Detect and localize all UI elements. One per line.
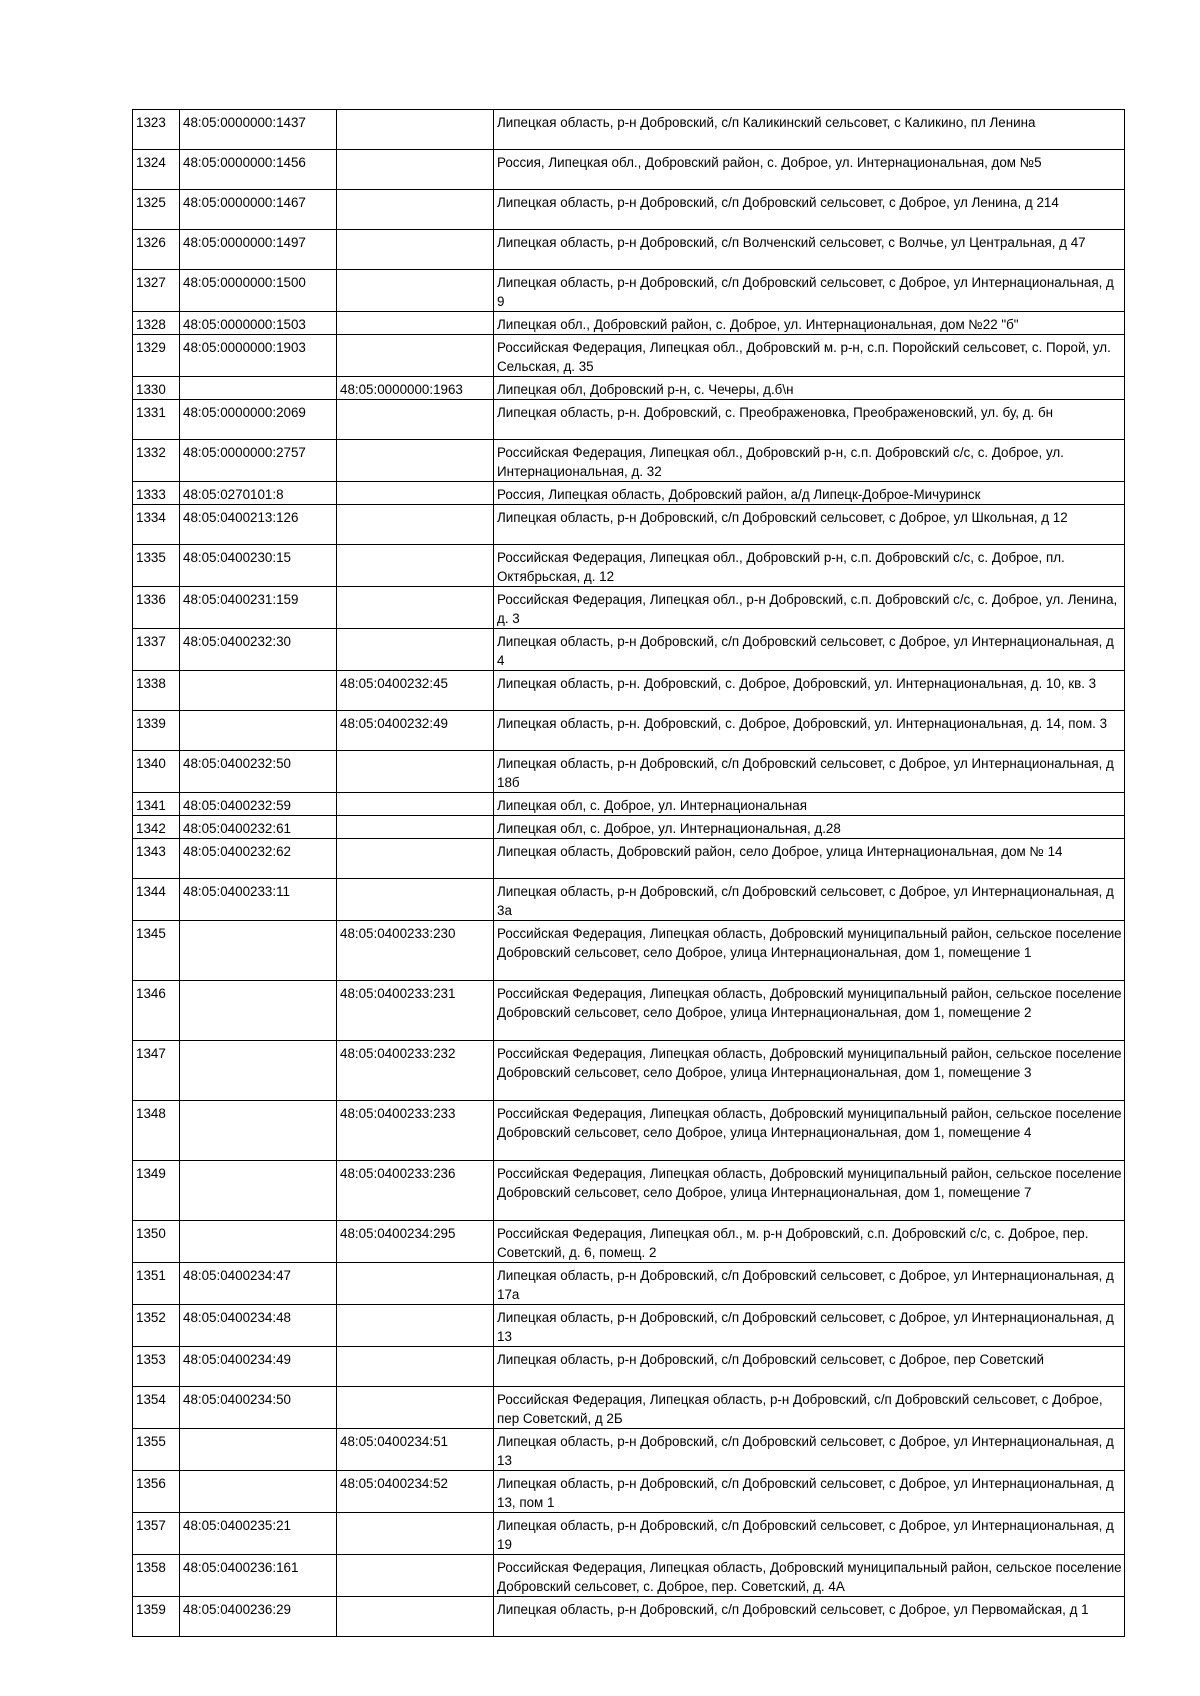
cadastral-number-cell: 48:05:0400232:59 <box>180 793 337 816</box>
address-cell: Липецкая область, р-н Добровский, с/п Добровский сельсовет, с Доброе, ул Интернациональная, д 17а <box>494 1263 1125 1305</box>
row-number-cell: 1332 <box>133 440 180 482</box>
table-row <box>133 440 1125 482</box>
row-number-cell: 1347 <box>133 1041 180 1101</box>
row-number-cell: 1348 <box>133 1101 180 1161</box>
cadastral-number-cell: 48:05:0400232:61 <box>180 816 337 839</box>
table-row <box>133 1041 1125 1101</box>
related-cadastral-number-cell: 48:05:0400233:232 <box>337 1041 494 1101</box>
cadastral-number-cell: 48:05:0400231:159 <box>180 587 337 629</box>
table-row <box>133 110 1125 150</box>
cadastral-number-cell: 48:05:0400234:47 <box>180 1263 337 1305</box>
address-cell: Российская Федерация, Липецкая область, Добровский муниципальный район, сельское поселение Добровский сельсовет, село Доброе, улица Интернациональная, дом 1, помещение 7 <box>494 1161 1125 1221</box>
related-cadastral-number-cell <box>337 150 494 190</box>
address-cell: Российская Федерация, Липецкая обл., Добровский м. р-н, с.п. Поройский сельсовет, с. Порой, ул. Сельская, д. 35 <box>494 335 1125 377</box>
table-row <box>133 335 1125 377</box>
related-cadastral-number-cell <box>337 629 494 671</box>
related-cadastral-number-cell: 48:05:0400234:51 <box>337 1429 494 1471</box>
row-number-cell: 1355 <box>133 1429 180 1471</box>
address-cell: Российская Федерация, Липецкая область, Добровский муниципальный район, сельское поселение Добровский сельсовет, село Доброе, улица Интернациональная, дом 1, помещение 4 <box>494 1101 1125 1161</box>
cadastral-number-cell <box>180 1161 337 1221</box>
cadastral-number-cell: 48:05:0400232:30 <box>180 629 337 671</box>
address-cell: Российская Федерация, Липецкая обл., р-н Добровский, с.п. Добровский с/с, с. Доброе, ул. Ленина, д. 3 <box>494 587 1125 629</box>
row-number-cell: 1329 <box>133 335 180 377</box>
cadastral-number-cell <box>180 981 337 1041</box>
table-row <box>133 793 1125 816</box>
table-row <box>133 816 1125 839</box>
table-row <box>133 587 1125 629</box>
table-row <box>133 671 1125 711</box>
row-number-cell: 1333 <box>133 482 180 505</box>
row-number-cell: 1327 <box>133 270 180 312</box>
row-number-cell: 1338 <box>133 671 180 711</box>
related-cadastral-number-cell <box>337 1597 494 1637</box>
table-row <box>133 981 1125 1041</box>
table-row <box>133 879 1125 921</box>
related-cadastral-number-cell <box>337 230 494 270</box>
address-cell: Липецкая область, р-н Добровский, с/п Волченский сельсовет, с Волчье, ул Центральная, д 47 <box>494 230 1125 270</box>
table-row <box>133 312 1125 335</box>
row-number-cell: 1331 <box>133 400 180 440</box>
registry-table <box>132 109 1125 1637</box>
row-number-cell: 1353 <box>133 1347 180 1387</box>
table-row <box>133 230 1125 270</box>
row-number-cell: 1344 <box>133 879 180 921</box>
related-cadastral-number-cell <box>337 879 494 921</box>
cadastral-number-cell: 48:05:0000000:1500 <box>180 270 337 312</box>
cadastral-number-cell: 48:05:0400232:50 <box>180 751 337 793</box>
table-row <box>133 1555 1125 1597</box>
address-cell: Российская Федерация, Липецкая область, р-н Добровский, с/п Добровский сельсовет, с Доброе, пер Советский, д 2Б <box>494 1387 1125 1429</box>
cadastral-number-cell: 48:05:0000000:1437 <box>180 110 337 150</box>
table-row <box>133 150 1125 190</box>
address-cell: Липецкая область, р-н. Добровский, с. Доброе, Добровский, ул. Интернациональная, д. 10, кв. 3 <box>494 671 1125 711</box>
table-row <box>133 1221 1125 1263</box>
cadastral-number-cell <box>180 711 337 751</box>
row-number-cell: 1339 <box>133 711 180 751</box>
address-cell: Липецкая область, р-н Добровский, с/п Добровский сельсовет, с Доброе, ул Ленина, д 214 <box>494 190 1125 230</box>
address-cell: Липецкая область, Добровский район, село Доброе, улица Интернациональная, дом № 14 <box>494 839 1125 879</box>
related-cadastral-number-cell: 48:05:0400233:233 <box>337 1101 494 1161</box>
cadastral-number-cell <box>180 377 337 400</box>
related-cadastral-number-cell: 48:05:0400234:52 <box>337 1471 494 1513</box>
address-cell: Российская Федерация, Липецкая область, Добровский муниципальный район, сельское поселение Добровский сельсовет, с. Доброе, пер. Советский, д. 4А <box>494 1555 1125 1597</box>
row-number-cell: 1345 <box>133 921 180 981</box>
related-cadastral-number-cell: 48:05:0400233:236 <box>337 1161 494 1221</box>
row-number-cell: 1325 <box>133 190 180 230</box>
address-cell: Липецкая область, р-н Добровский, с/п Добровский сельсовет, с Доброе, ул Школьная, д 12 <box>494 505 1125 545</box>
table-row <box>133 400 1125 440</box>
address-cell: Липецкая область, р-н Добровский, с/п Добровский сельсовет, с Доброе, ул Интернациональная, д 18б <box>494 751 1125 793</box>
related-cadastral-number-cell <box>337 1347 494 1387</box>
row-number-cell: 1358 <box>133 1555 180 1597</box>
address-cell: Российская Федерация, Липецкая область, Добровский муниципальный район, сельское поселение Добровский сельсовет, село Доброе, улица Интернациональная, дом 1, помещение 3 <box>494 1041 1125 1101</box>
table-row <box>133 545 1125 587</box>
cadastral-number-cell <box>180 1471 337 1513</box>
address-cell: Липецкая обл, с. Доброе, ул. Интернациональная <box>494 793 1125 816</box>
cadastral-number-cell <box>180 1041 337 1101</box>
row-number-cell: 1326 <box>133 230 180 270</box>
row-number-cell: 1335 <box>133 545 180 587</box>
row-number-cell: 1330 <box>133 377 180 400</box>
table-row <box>133 1101 1125 1161</box>
related-cadastral-number-cell <box>337 270 494 312</box>
cadastral-number-cell <box>180 1221 337 1263</box>
cadastral-number-cell: 48:05:0400213:126 <box>180 505 337 545</box>
cadastral-number-cell <box>180 1429 337 1471</box>
table-row <box>133 1597 1125 1637</box>
cadastral-number-cell: 48:05:0400236:161 <box>180 1555 337 1597</box>
table-row <box>133 839 1125 879</box>
table-row <box>133 1471 1125 1513</box>
cadastral-number-cell: 48:05:0400235:21 <box>180 1513 337 1555</box>
related-cadastral-number-cell <box>337 190 494 230</box>
table-row <box>133 1305 1125 1347</box>
cadastral-number-cell: 48:05:0000000:1903 <box>180 335 337 377</box>
cadastral-number-cell: 48:05:0400234:48 <box>180 1305 337 1347</box>
row-number-cell: 1342 <box>133 816 180 839</box>
cadastral-number-cell <box>180 1101 337 1161</box>
address-cell: Липецкая область, р-н. Добровский, с. Доброе, Добровский, ул. Интернациональная, д. 14, пом. 3 <box>494 711 1125 751</box>
cadastral-number-cell: 48:05:0000000:1456 <box>180 150 337 190</box>
table-row <box>133 629 1125 671</box>
row-number-cell: 1334 <box>133 505 180 545</box>
address-cell: Российская Федерация, Липецкая область, Добровский муниципальный район, сельское поселение Добровский сельсовет, село Доброе, улица Интернациональная, дом 1, помещение 1 <box>494 921 1125 981</box>
address-cell: Липецкая область, р-н Добровский, с/п Добровский сельсовет, с Доброе, ул Интернациональная, д 13 <box>494 1429 1125 1471</box>
table-row <box>133 1429 1125 1471</box>
address-cell: Липецкая область, р-н Добровский, с/п Каликинский сельсовет, с Каликино, пл Ленина <box>494 110 1125 150</box>
related-cadastral-number-cell <box>337 335 494 377</box>
related-cadastral-number-cell <box>337 1263 494 1305</box>
related-cadastral-number-cell <box>337 839 494 879</box>
row-number-cell: 1323 <box>133 110 180 150</box>
row-number-cell: 1337 <box>133 629 180 671</box>
address-cell: Липецкая область, р-н. Добровский, с. Преображеновка, Преображеновский, ул. бу, д. бн <box>494 400 1125 440</box>
cadastral-number-cell <box>180 921 337 981</box>
address-cell: Российская Федерация, Липецкая обл., Добровский р-н, с.п. Добровский с/с, с. Доброе, пл. Октябрьская, д. 12 <box>494 545 1125 587</box>
address-cell: Липецкая область, р-н Добровский, с/п Добровский сельсовет, с Доброе, ул Первомайская, д 1 <box>494 1597 1125 1637</box>
related-cadastral-number-cell <box>337 110 494 150</box>
related-cadastral-number-cell <box>337 482 494 505</box>
row-number-cell: 1349 <box>133 1161 180 1221</box>
table-row <box>133 377 1125 400</box>
cadastral-number-cell: 48:05:0400234:50 <box>180 1387 337 1429</box>
address-cell: Липецкая область, р-н Добровский, с/п Добровский сельсовет, с Доброе, ул Интернациональная, д 3а <box>494 879 1125 921</box>
cadastral-number-cell: 48:05:0000000:1467 <box>180 190 337 230</box>
related-cadastral-number-cell: 48:05:0400234:295 <box>337 1221 494 1263</box>
row-number-cell: 1350 <box>133 1221 180 1263</box>
address-cell: Российская Федерация, Липецкая область, Добровский муниципальный район, сельское поселение Добровский сельсовет, село Доброе, улица Интернациональная, дом 1, помещение 2 <box>494 981 1125 1041</box>
related-cadastral-number-cell: 48:05:0400233:230 <box>337 921 494 981</box>
related-cadastral-number-cell <box>337 793 494 816</box>
related-cadastral-number-cell: 48:05:0400232:49 <box>337 711 494 751</box>
table-row <box>133 1513 1125 1555</box>
table-row <box>133 270 1125 312</box>
row-number-cell: 1340 <box>133 751 180 793</box>
address-cell: Российская Федерация, Липецкая обл., Добровский р-н, с.п. Добровский с/с, с. Доброе, ул. Интернациональная, д. 32 <box>494 440 1125 482</box>
row-number-cell: 1341 <box>133 793 180 816</box>
cadastral-number-cell: 48:05:0000000:1503 <box>180 312 337 335</box>
cadastral-number-cell: 48:05:0000000:1497 <box>180 230 337 270</box>
row-number-cell: 1351 <box>133 1263 180 1305</box>
cadastral-number-cell: 48:05:0000000:2757 <box>180 440 337 482</box>
table-row <box>133 482 1125 505</box>
related-cadastral-number-cell <box>337 816 494 839</box>
table-row <box>133 1263 1125 1305</box>
address-cell: Липецкая обл, с. Доброе, ул. Интернациональная, д.28 <box>494 816 1125 839</box>
table-row <box>133 1387 1125 1429</box>
row-number-cell: 1359 <box>133 1597 180 1637</box>
related-cadastral-number-cell <box>337 1305 494 1347</box>
address-cell: Липецкая область, р-н Добровский, с/п Добровский сельсовет, с Доброе, пер Советский <box>494 1347 1125 1387</box>
related-cadastral-number-cell <box>337 1513 494 1555</box>
related-cadastral-number-cell: 48:05:0400233:231 <box>337 981 494 1041</box>
address-cell: Липецкая область, р-н Добровский, с/п Добровский сельсовет, с Доброе, ул Интернациональная, д 4 <box>494 629 1125 671</box>
related-cadastral-number-cell <box>337 1555 494 1597</box>
related-cadastral-number-cell <box>337 1387 494 1429</box>
table-row <box>133 751 1125 793</box>
address-cell: Россия, Липецкая область, Добровский район, а/д Липецк-Доброе-Мичуринск <box>494 482 1125 505</box>
address-cell: Липецкая область, р-н Добровский, с/п Добровский сельсовет, с Доброе, ул Интернациональная, д 19 <box>494 1513 1125 1555</box>
related-cadastral-number-cell <box>337 440 494 482</box>
row-number-cell: 1352 <box>133 1305 180 1347</box>
row-number-cell: 1346 <box>133 981 180 1041</box>
row-number-cell: 1356 <box>133 1471 180 1513</box>
table-row <box>133 921 1125 981</box>
table-row <box>133 1347 1125 1387</box>
row-number-cell: 1357 <box>133 1513 180 1555</box>
table-row <box>133 190 1125 230</box>
cadastral-number-cell: 48:05:0400234:49 <box>180 1347 337 1387</box>
registry-table-body <box>133 110 1125 1637</box>
related-cadastral-number-cell <box>337 751 494 793</box>
related-cadastral-number-cell <box>337 505 494 545</box>
table-row <box>133 711 1125 751</box>
related-cadastral-number-cell: 48:05:0400232:45 <box>337 671 494 711</box>
cadastral-number-cell <box>180 671 337 711</box>
row-number-cell: 1324 <box>133 150 180 190</box>
table-row <box>133 505 1125 545</box>
related-cadastral-number-cell: 48:05:0000000:1963 <box>337 377 494 400</box>
related-cadastral-number-cell <box>337 587 494 629</box>
cadastral-number-cell: 48:05:0400236:29 <box>180 1597 337 1637</box>
row-number-cell: 1354 <box>133 1387 180 1429</box>
related-cadastral-number-cell <box>337 400 494 440</box>
related-cadastral-number-cell <box>337 312 494 335</box>
related-cadastral-number-cell <box>337 545 494 587</box>
address-cell: Липецкая область, р-н Добровский, с/п Добровский сельсовет, с Доброе, ул Интернациональная, д 9 <box>494 270 1125 312</box>
address-cell: Россия, Липецкая обл., Добровский район, с. Доброе, ул. Интернациональная, дом №5 <box>494 150 1125 190</box>
cadastral-number-cell: 48:05:0400230:15 <box>180 545 337 587</box>
cadastral-number-cell: 48:05:0270101:8 <box>180 482 337 505</box>
table-row <box>133 1161 1125 1221</box>
address-cell: Российская Федерация, Липецкая обл., м. р-н Добровский, с.п. Добровский с/с, с. Доброе, пер. Советский, д. 6, помещ. 2 <box>494 1221 1125 1263</box>
row-number-cell: 1336 <box>133 587 180 629</box>
address-cell: Липецкая обл., Добровский район, с. Доброе, ул. Интернациональная, дом №22 "б" <box>494 312 1125 335</box>
address-cell: Липецкая обл, Добровский р-н, с. Чечеры, д.б\н <box>494 377 1125 400</box>
row-number-cell: 1343 <box>133 839 180 879</box>
address-cell: Липецкая область, р-н Добровский, с/п Добровский сельсовет, с Доброе, ул Интернациональная, д 13, пом 1 <box>494 1471 1125 1513</box>
cadastral-number-cell: 48:05:0400233:11 <box>180 879 337 921</box>
cadastral-number-cell: 48:05:0400232:62 <box>180 839 337 879</box>
row-number-cell: 1328 <box>133 312 180 335</box>
cadastral-number-cell: 48:05:0000000:2069 <box>180 400 337 440</box>
address-cell: Липецкая область, р-н Добровский, с/п Добровский сельсовет, с Доброе, ул Интернациональная, д 13 <box>494 1305 1125 1347</box>
